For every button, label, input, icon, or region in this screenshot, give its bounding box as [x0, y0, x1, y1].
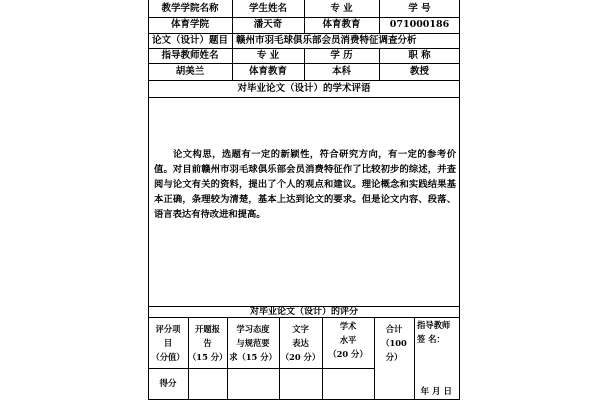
header-college-label: 教学学院名称 [161, 2, 219, 14]
proposal-report-header-line: 告 [203, 338, 212, 348]
score-item-header [148, 318, 188, 368]
header-id-label: 学 号 [408, 2, 431, 14]
header-student-label: 学生姓名 [248, 2, 287, 14]
proposal-report-header-line: 开题报 [195, 324, 220, 334]
row-divider [148, 97, 460, 98]
advisor-degree-value: 本科 [331, 65, 351, 77]
advisor-name-label: 指导教师姓名 [161, 49, 219, 61]
academic-header-line: 水平 [339, 335, 357, 345]
advisor-degree-label: 学 历 [330, 49, 353, 61]
student-id-value: 071000186 [389, 19, 450, 30]
total-header-line: 合计 [385, 324, 403, 334]
review-text: 论文构思，选题有一定的新颖性，符合研究方向，有一定的参考价值。对目前赣州市羽毛球俱乐部会员消费特征作了比较初步的综述，并查阅与论文有关的资料，提出了个人的观点和建议。理论概念和实践结果基本正确，条理较为清楚，基本上达到论文的要求。但是论文内容、段落、语言表达有待改进和提高。 [154, 149, 456, 220]
student-name-value: 潘天奇 [253, 19, 283, 30]
writing-header-line: 表达 [292, 338, 309, 348]
score-title: 对毕业论文（设计）的评分 [249, 306, 358, 317]
proposal-report-header [188, 318, 227, 368]
academic-header-line: 学术 [339, 321, 357, 331]
advisor-name-value: 胡美兰 [175, 65, 205, 77]
academic-header [322, 318, 374, 368]
writing-header-line: 文字 [292, 324, 309, 334]
advisor-major-value: 体育教育 [248, 65, 287, 77]
topic-label: 论文（设计）题目 [151, 34, 228, 46]
advisor-signature-line: 指导教师 [417, 320, 451, 330]
advisor-title-value: 教授 [409, 65, 429, 77]
header-major-label: 专 业 [330, 2, 353, 14]
score-item-header-line: 评分项 [155, 324, 181, 334]
topic-value: 赣州市羽毛球俱乐部会员消费特征调查分析 [236, 34, 417, 46]
advisor-signature [414, 318, 460, 352]
writing-header [279, 318, 322, 368]
score-item-header-line: 目 [163, 338, 173, 348]
advisor-signature-line: 签 名： [417, 334, 445, 344]
total-header-line: （100 分） [381, 338, 407, 362]
total-header [374, 318, 414, 368]
academic-header-line: （20 分） [328, 349, 368, 359]
attitude-header [227, 318, 279, 368]
score-item-header-line: （分值） [151, 352, 185, 362]
proposal-report-header-line: （15 分） [188, 352, 228, 362]
major-value: 体育教育 [322, 19, 361, 30]
signature-date: 年 月 日 [420, 386, 452, 397]
advisor-title-label: 职 称 [408, 49, 431, 61]
attitude-header-line: 求（15 分） [229, 352, 277, 362]
college-value: 体育学院 [170, 19, 209, 30]
advisor-major-label: 专 业 [256, 49, 280, 61]
evaluation-form [148, 0, 460, 400]
score-label: 得分 [159, 379, 177, 389]
attitude-header-line: 学习态度 [236, 324, 270, 334]
review-title: 对毕业论文（设计）的学术评语 [237, 82, 371, 94]
attitude-header-line: 与规范要 [236, 338, 270, 348]
writing-header-line: （20 分） [280, 352, 321, 362]
